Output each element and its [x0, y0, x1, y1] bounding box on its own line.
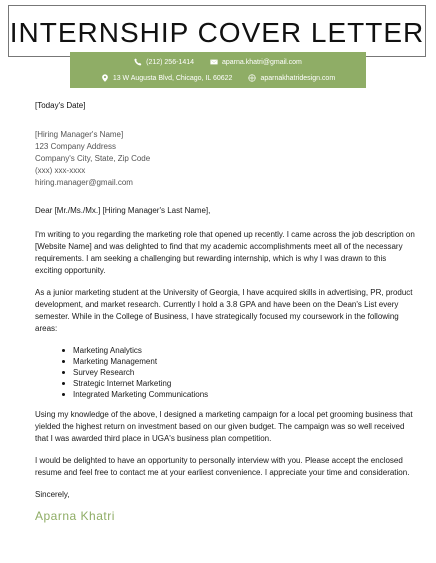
recipient-city: Company's City, State, Zip Code — [35, 154, 151, 163]
list-item: Strategic Internet Marketing — [73, 378, 415, 389]
contact-row-top — [70, 58, 366, 66]
list-item: Integrated Marketing Communications — [73, 389, 415, 400]
phone-icon — [134, 58, 142, 66]
envelope-icon — [210, 58, 218, 66]
phone-text: (212) 256-1414 — [146, 58, 194, 66]
contact-band — [70, 52, 366, 88]
map-pin-icon — [101, 74, 109, 82]
paragraph-intro: I'm writing to you regarding the marketing role that opened up recently. I came across the job description on [Website Name] and was delighted to find that my academic accomplishments meet all of the necessary requirements. I am seeking a challenging but rewarding internship, which is why I was drawn to this exciting opportunity. — [35, 230, 415, 275]
website-text: aparnakhatridesign.com — [260, 74, 336, 82]
skills-list — [35, 345, 415, 400]
globe-icon — [248, 74, 256, 82]
letter-date: [Today's Date] — [35, 101, 86, 110]
recipient-address — [35, 129, 415, 189]
recipient-name: [Hiring Manager's Name] — [35, 130, 124, 139]
paragraph-background: As a junior marketing student at the University of Georgia, I have acquired skills in advertising, PR, product development, and market research. Currently I hold a 3.8 GPA and have been on the Dean's List every semester. While in the College of Business, I have strategically focused my coursework in the following areas: — [35, 288, 413, 333]
contact-phone — [134, 58, 194, 66]
contact-address — [101, 74, 233, 82]
signature: Aparna Khatri — [35, 509, 115, 523]
list-item: Marketing Analytics — [73, 345, 415, 356]
address-text: 13 W Augusta Blvd, Chicago, IL 60622 — [112, 74, 233, 82]
letter-body — [35, 100, 415, 523]
email-text: aparna.khatri@gmail.com — [222, 58, 302, 66]
paragraph-achievement: Using my knowledge of the above, I designed a marketing campaign for a local pet grooming business that yielded the highest return on investment based on our given budget. The campaign was so well received that I was awarded third place in UGA's business plan competition. — [35, 410, 413, 443]
recipient-phone: (xxx) xxx-xxxx — [35, 166, 86, 175]
paragraph-closing: I would be delighted to have an opportunity to personally interview with you. Please accept the enclosed resume and feel free to contact me at your earliest convenience. I appreciate your time and consideration. — [35, 456, 410, 477]
list-item: Marketing Management — [73, 356, 415, 367]
list-item: Survey Research — [73, 367, 415, 378]
contact-row-bottom — [70, 74, 366, 82]
salutation: Dear [Mr./Ms./Mx.] [Hiring Manager's Last Name], — [35, 206, 211, 215]
contact-email — [210, 58, 302, 66]
page-title: INTERNSHIP COVER LETTER — [9, 17, 425, 48]
recipient-email: hiring.manager@gmail.com — [35, 178, 133, 187]
recipient-street: 123 Company Address — [35, 142, 116, 151]
title-box — [8, 5, 426, 57]
closing: Sincerely, — [35, 490, 70, 499]
contact-website — [248, 74, 335, 82]
